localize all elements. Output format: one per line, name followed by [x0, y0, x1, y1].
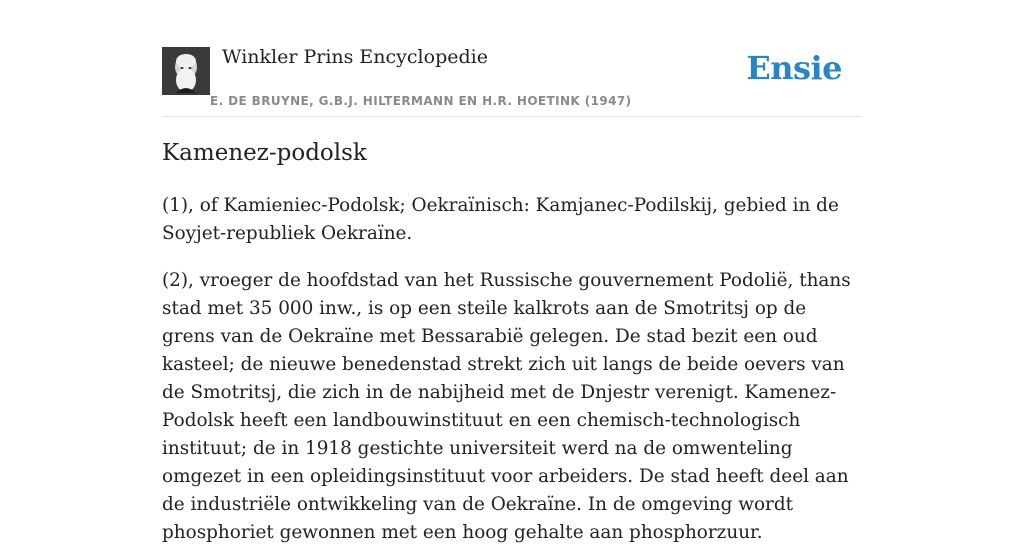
article-title: Kamenez-podolsk	[162, 140, 367, 166]
publication-title[interactable]: Winkler Prins Encyclopedie	[222, 46, 488, 68]
authors-line: E. DE BRUYNE, G.B.J. HILTERMANN EN H.R. HOETINK (1947)	[210, 94, 632, 108]
brand-logo[interactable]: Ensie	[746, 49, 842, 87]
article-header	[162, 0, 862, 117]
article-paragraph-1: (1), of Kamieniec-Podolsk; Oekraïnisch: Kamjanec-Podilskij, gebied in de Soyjet-republiek Oekraïne.	[162, 195, 839, 244]
author-avatar[interactable]	[162, 47, 210, 95]
page-container	[162, 0, 862, 543]
portrait-icon	[162, 47, 210, 95]
article-paragraph-2: (2), vroeger de hoofdstad van het Russische gouvernement Podolië, thans stad met 35 000 inw., is op een steile kalkrots aan de Smotritsj op de grens van de Oekraïne met Bessarabië gelegen. De stad bezit een oud kasteel; de nieuwe benedenstad strekt zich uit langs de beide oevers van de Smotritsj, die zich in de nabijheid met de Dnjestr verenigt. Kamenez-Podolsk heeft een landbouwinstituut en een chemisch-technologisch instituut; de in 1918 gestichte universiteit werd na de omwenteling omgezet in een opleidingsinstituut voor arbeiders. De stad heeft deel aan de industriële ontwikkeling van de Oekraïne. In de omgeving wordt phosphoriet gewonnen met een hoog gehalte aan phosphorzuur.	[162, 270, 851, 543]
